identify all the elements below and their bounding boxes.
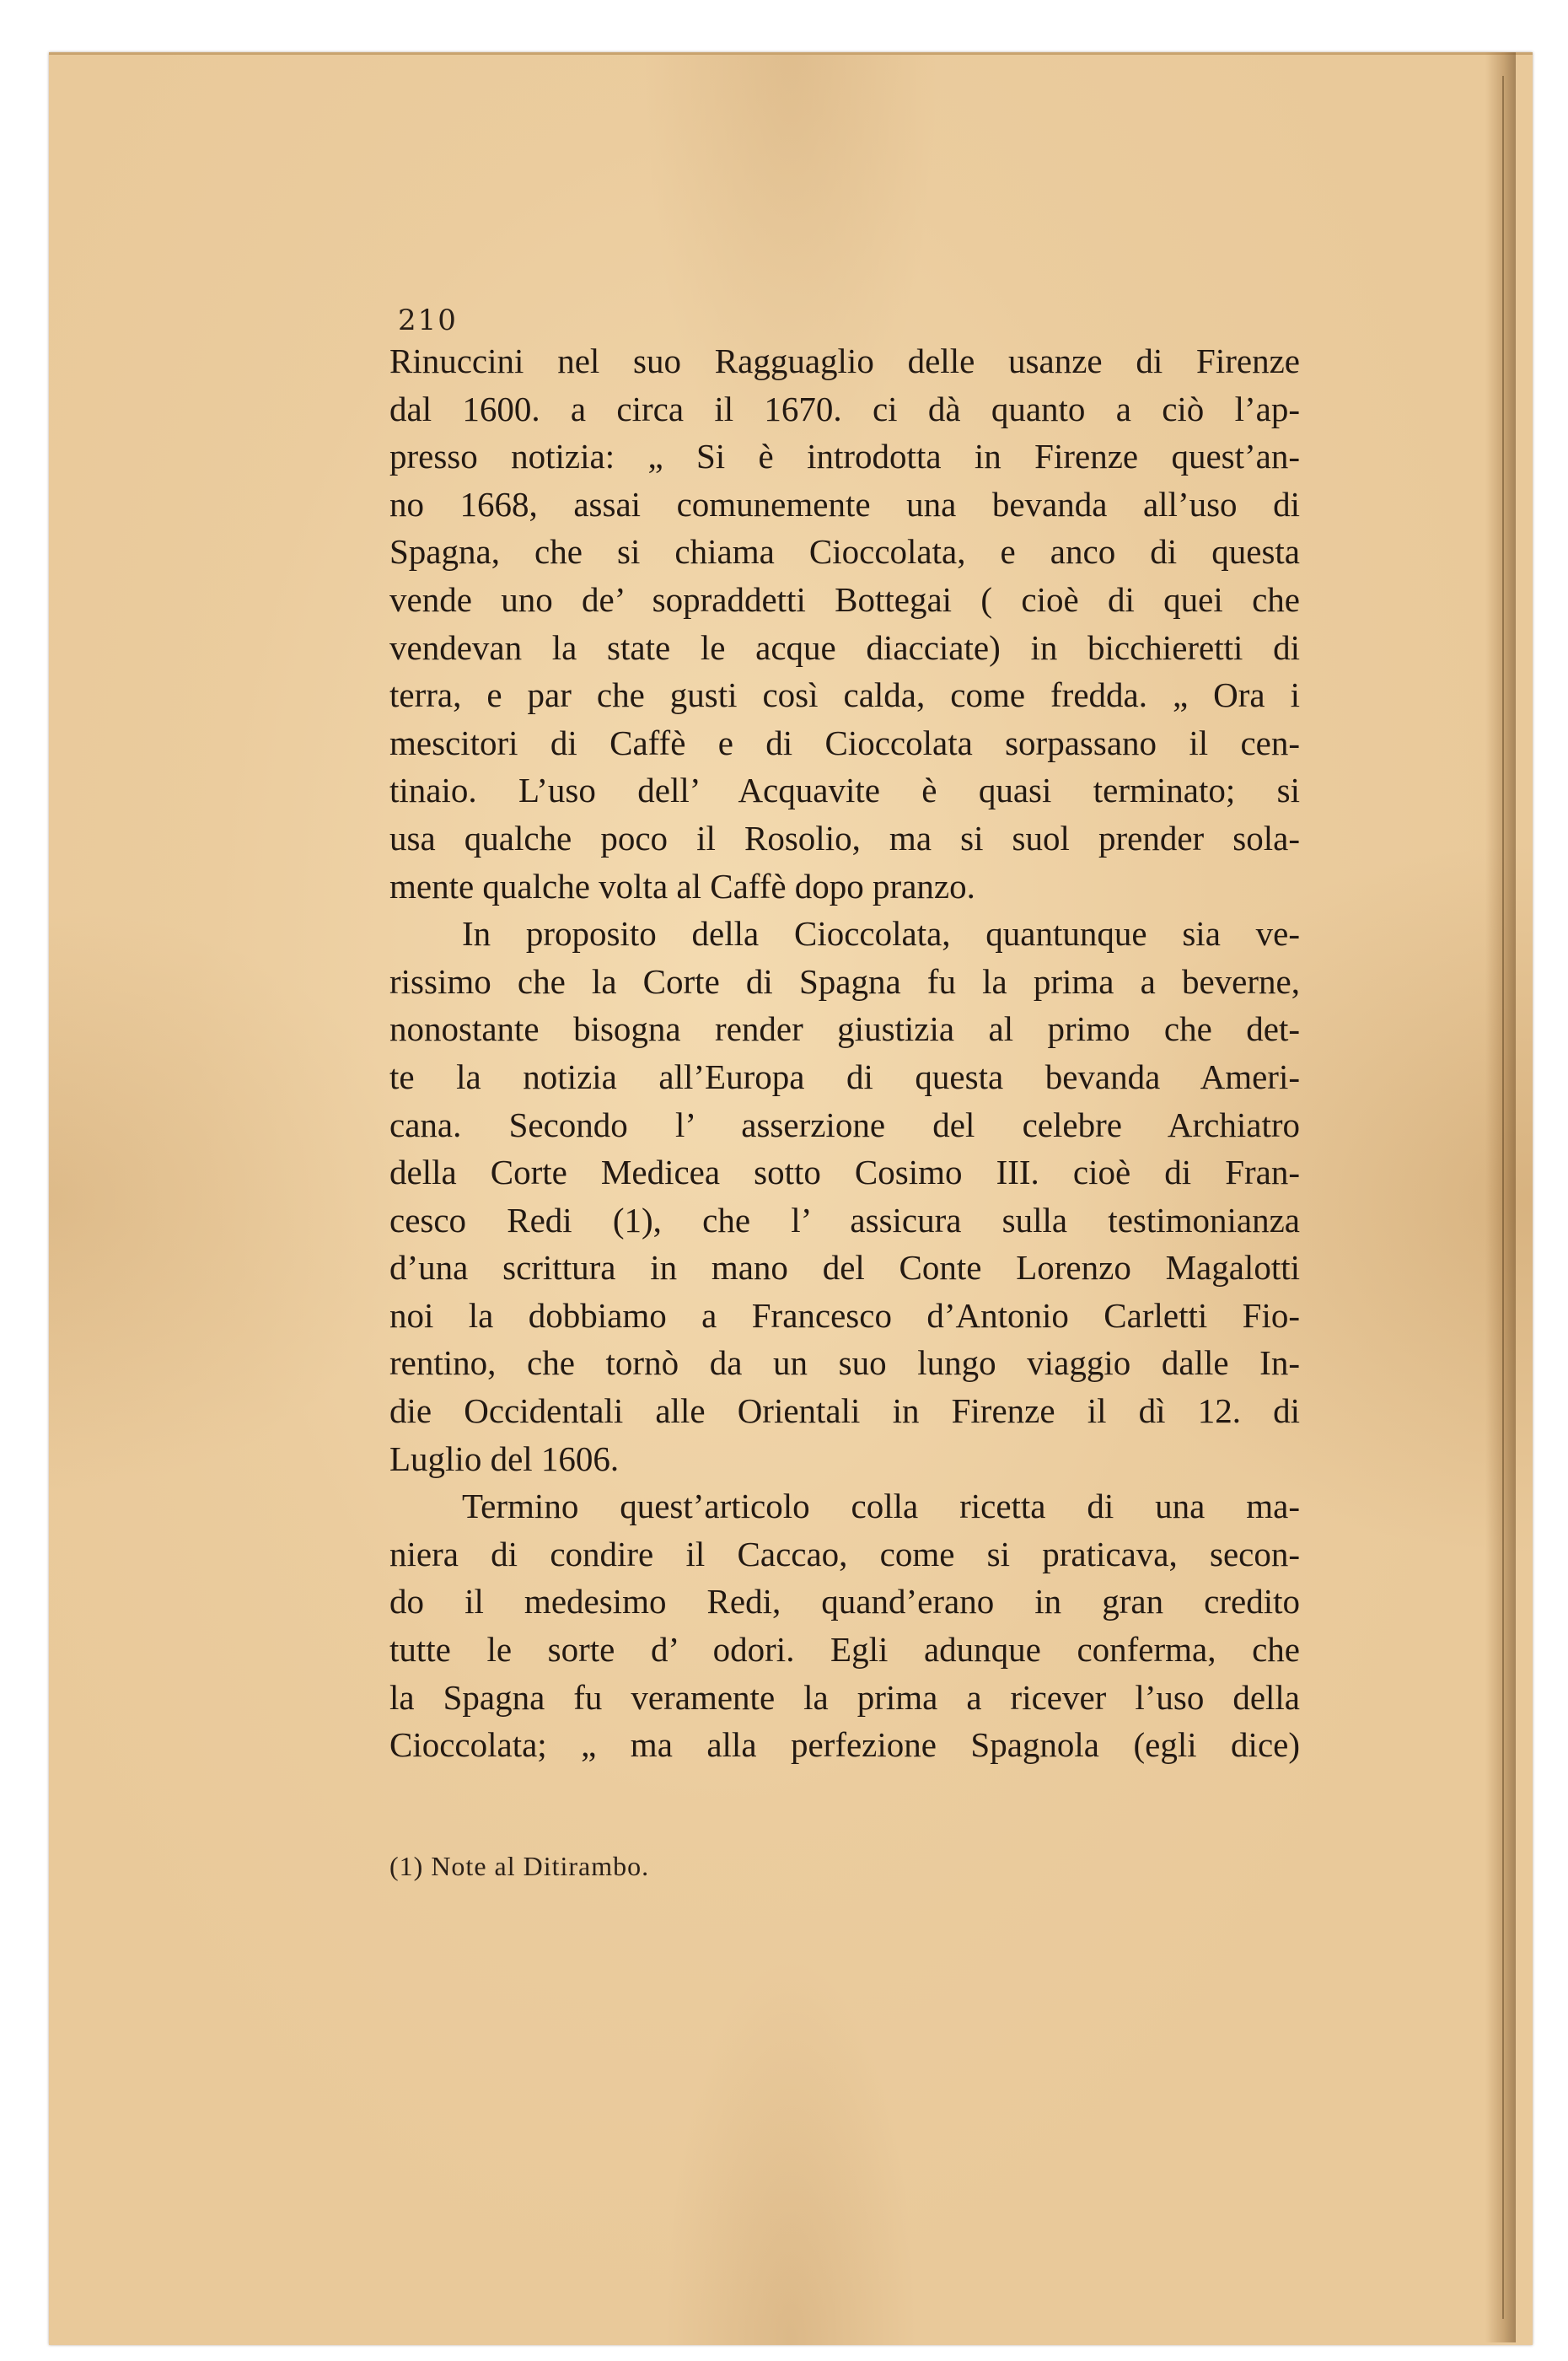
text-line: terra, e par che gusti così calda, come fredda. „ Ora i <box>389 675 1300 715</box>
text-line: Spagna, che si chiama Cioccolata, e anco di questa <box>389 532 1300 572</box>
text-line: vendevan la state le acque diacciate) in bicchieretti di <box>389 627 1300 667</box>
text-line: die Occidentali alle Orientali in Firenze il dì 12. di <box>389 1391 1300 1431</box>
text-line: noi la dobbiamo a Francesco d’Antonio Carletti Fio- <box>389 1295 1300 1335</box>
text-line: d’una scrittura in mano del Conte Lorenzo Magalotti <box>389 1248 1300 1288</box>
text-line: mescitori di Caffè e di Cioccolata sorpassano il cen- <box>389 723 1300 762</box>
text-line: cesco Redi (1), che l’ assicura sulla testimonianza <box>389 1200 1300 1240</box>
text-line: tinaio. L’uso dell’ Acquavite è quasi terminato; si <box>389 771 1300 810</box>
binding-fold-line <box>1502 76 1504 2319</box>
text-line: Cioccolata; „ ma alla perfezione Spagnola (egli dice) <box>389 1725 1300 1765</box>
text-line: Luglio del 1606. <box>389 1439 620 1478</box>
text-line: te la notizia all’Europa di questa bevanda Ameri- <box>389 1057 1300 1096</box>
text-line: la Spagna fu veramente la prima a ricever l’uso della <box>389 1677 1300 1717</box>
text-line: usa qualche poco il Rosolio, ma si suol prender sola- <box>389 818 1300 858</box>
text-line: rissimo che la Corte di Spagna fu la prima a beverne, <box>389 961 1300 1001</box>
text-line: nonostante bisogna render giustizia al primo che det- <box>389 1009 1300 1049</box>
text-line: Rinuccini nel suo Ragguaglio delle usanze di Firenze <box>389 342 1300 380</box>
text-line: no 1668, assai comunemente una bevanda all’uso di <box>389 484 1300 524</box>
text-line: do il medesimo Redi, quand’erano in gran credito <box>389 1582 1300 1622</box>
text-line: rentino, che tornò da un suo lungo viaggio dalle In- <box>389 1343 1300 1383</box>
text-line: niera di condire il Caccao, come si praticava, secon- <box>389 1534 1300 1573</box>
text-line: mente qualche volta al Caffè dopo pranzo. <box>389 866 975 906</box>
binding-edge <box>1485 52 1516 2342</box>
text-line: dal 1600. a circa il 1670. ci dà quanto a ciò l’ap- <box>389 389 1300 428</box>
text-line: Termino quest’articolo colla ricetta di una ma- <box>462 1487 1300 1526</box>
text-line: presso notizia: „ Si è introdotta in Firenze quest’an- <box>389 437 1300 476</box>
text-line: vende uno de’ sopraddetti Bottegai ( cioè di quei che <box>389 579 1300 619</box>
text-line: cana. Secondo l’ asserzione del celebre Archiatro <box>389 1105 1300 1144</box>
body-text <box>389 337 1300 1769</box>
text-line: tutte le sorte d’ odori. Egli adunque conferma, che <box>389 1630 1300 1670</box>
page-number: 210 <box>398 304 458 337</box>
footnote: (1) Note al Ditirambo. <box>389 1851 650 1881</box>
text-line: In proposito della Cioccolata, quantunque sia ve- <box>462 914 1300 954</box>
text-line: della Corte Medicea sotto Cosimo III. cioè di Fran- <box>389 1153 1300 1192</box>
